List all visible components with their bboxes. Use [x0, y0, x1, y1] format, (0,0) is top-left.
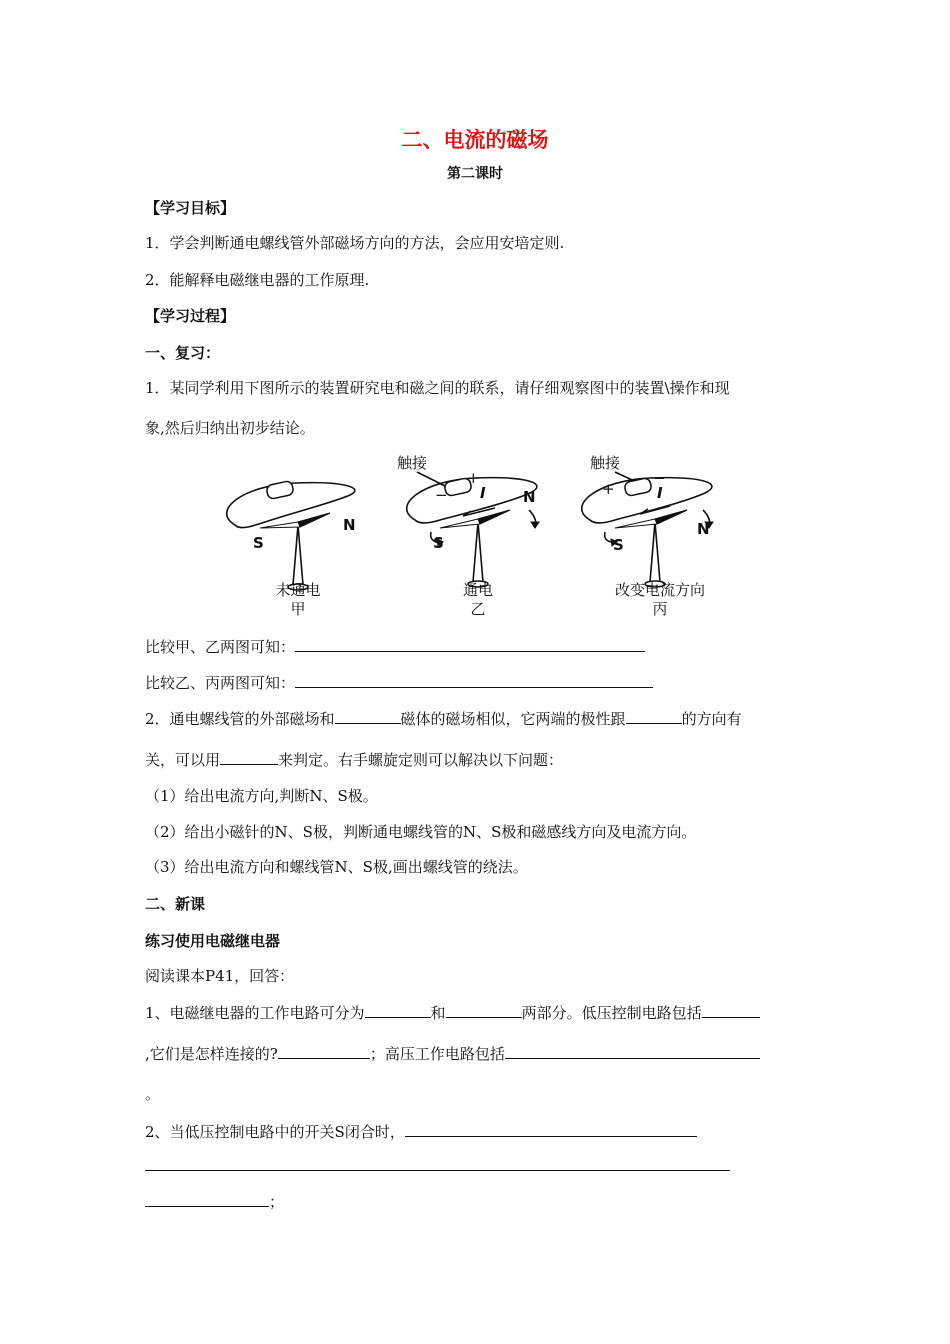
answer-blank[interactable]: [626, 709, 682, 724]
newlesson-question-1-end: 。: [145, 1085, 161, 1103]
rule-item: （1）给出电流方向,判断N、S极。: [145, 787, 378, 805]
text-span: 和: [430, 1004, 446, 1022]
review-question-1-cont: 象,然后归纳出初步结论。: [145, 419, 315, 437]
pole-n-label: N: [343, 516, 356, 534]
pole-s-label: S: [433, 534, 444, 552]
compare-label: 比较乙、丙两图可知：: [145, 674, 296, 692]
panel-caption: 通电: [462, 581, 494, 599]
text-span: ；高压工作电路包括: [369, 1045, 505, 1063]
compare-label: 比较甲、乙两图可知：: [145, 638, 296, 656]
answer-line-end: [145, 1192, 284, 1212]
touch-label: 触接: [590, 454, 621, 472]
panel-caption: 丙: [652, 600, 668, 618]
answer-blank[interactable]: [335, 709, 401, 724]
compare-line-2: [145, 673, 653, 693]
panel-caption: 改变电流方向: [614, 581, 706, 599]
rule-item: （2）给出小磁针的N、S极，判断通电螺线管的N、S极和磁感线方向及电流方向。: [145, 823, 697, 841]
text-span: 两部分。低压控制电路包括: [521, 1004, 702, 1022]
minus-sign: −: [435, 486, 448, 504]
current-label: I: [657, 484, 663, 502]
text-span: 2．通电螺线管的外部磁场和: [145, 710, 335, 728]
compass-experiment-figure: [205, 450, 765, 625]
answer-blank[interactable]: [295, 673, 653, 688]
answer-blank[interactable]: [446, 1003, 522, 1018]
newlesson-heading: 二、新课: [145, 895, 206, 913]
answer-blank[interactable]: [278, 1044, 370, 1059]
review-question-2: [145, 709, 742, 729]
answer-blank[interactable]: [295, 637, 645, 652]
text-span: 1、电磁继电器的工作电路可分为: [145, 1004, 365, 1022]
answer-blank[interactable]: [145, 1192, 269, 1207]
newlesson-question-2: [145, 1122, 697, 1142]
process-heading: 【学习过程】: [145, 307, 236, 325]
answer-blank[interactable]: [702, 1003, 760, 1018]
text-span: 关，可以用: [145, 751, 221, 769]
panel-caption: 乙: [470, 600, 486, 618]
plus-sign: +: [467, 469, 480, 487]
pole-s-label: S: [613, 536, 624, 554]
plus-sign: +: [602, 480, 615, 498]
pole-s-label: S: [253, 534, 264, 552]
answer-blank[interactable]: [145, 1156, 730, 1171]
text-span: ,它们是怎样连接的?: [145, 1045, 278, 1063]
text-span: 磁体的磁场相似，它两端的极性跟: [400, 710, 626, 728]
reading-instruction: 阅读课本P41，回答：: [145, 967, 295, 985]
page-subtitle: 第二课时: [447, 166, 503, 182]
touch-label: 触接: [397, 454, 428, 472]
text-span: ；: [269, 1193, 285, 1211]
newlesson-question-1: [145, 1003, 760, 1023]
answer-blank[interactable]: [405, 1122, 697, 1137]
text-span: 的方向有: [681, 710, 742, 728]
text-span: 来判定。右手螺旋定则可以解决以下问题：: [278, 751, 564, 769]
page-title: 二、电流的磁场: [401, 128, 549, 152]
review-question-2-cont: [145, 750, 563, 770]
pole-n-label: N: [697, 520, 710, 538]
answer-blank[interactable]: [505, 1044, 760, 1059]
goals-heading: 【学习目标】: [145, 199, 236, 217]
answer-line: [145, 1156, 730, 1176]
current-label: I: [480, 484, 486, 502]
compare-line-1: [145, 637, 645, 657]
text-span: 2、当低压控制电路中的开关S闭合时，: [145, 1123, 405, 1141]
answer-blank[interactable]: [365, 1003, 431, 1018]
panel-caption: 未通电: [275, 581, 321, 599]
newlesson-subheading: 练习使用电磁继电器: [145, 932, 281, 950]
review-heading: 一、复习：: [145, 344, 221, 362]
pole-n-label: N: [523, 488, 536, 506]
answer-blank[interactable]: [220, 750, 278, 765]
rule-item: （3）给出电流方向和螺线管N、S极,画出螺线管的绕法。: [145, 858, 528, 876]
goal-item: 2．能解释电磁继电器的工作原理.: [145, 271, 370, 289]
minus-sign: −: [653, 469, 666, 487]
goal-item: 1．学会判断通电螺线管外部磁场方向的方法，会应用安培定则.: [145, 234, 565, 252]
panel-caption: 甲: [290, 600, 306, 618]
review-question-1: 1．某同学利用下图所示的装置研究电和磁之间的联系，请仔细观察图中的装置\操作和现: [145, 379, 730, 397]
newlesson-question-1-cont: [145, 1044, 760, 1064]
